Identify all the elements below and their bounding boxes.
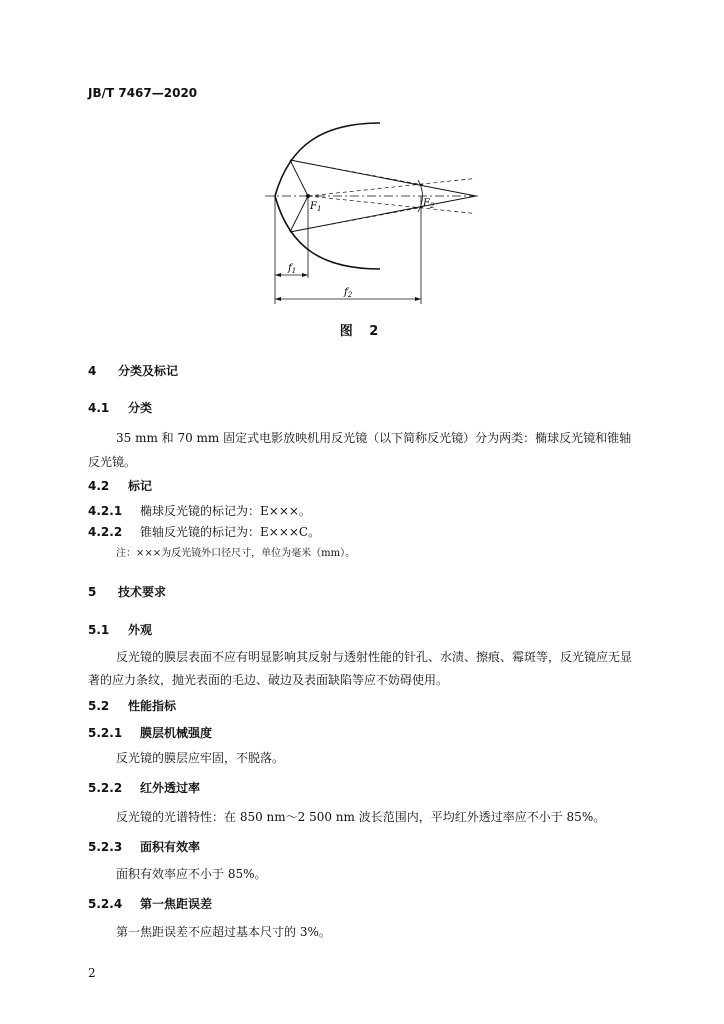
section-5-2-2-title: 红外透过率: [140, 781, 201, 795]
section-5-2-3-title: 面积有效率: [140, 840, 201, 854]
section-5-2-title: 性能指标: [128, 699, 177, 713]
section-5-2-2-number: 5.2.2: [88, 781, 123, 795]
section-4-1-number: 4.1: [88, 401, 110, 415]
section-4-number: 4: [88, 364, 97, 378]
ray-dashed-lower: [308, 196, 475, 214]
section-5-number: 5: [88, 585, 97, 599]
label-f2-dimension: $f_2$: [344, 287, 353, 299]
dimension-f2-arrow-right: [415, 297, 421, 301]
section-5-2-4-paragraph: 第一焦距误差不应超过基本尺寸的 3%。: [116, 925, 331, 939]
section-5-heading: [88, 583, 166, 600]
reflector-diagram: [255, 118, 485, 308]
section-5-2-3-heading: [88, 838, 200, 855]
section-4-2-2-item: [88, 523, 320, 540]
section-5-2-1-title: 膜层机械强度: [140, 726, 213, 740]
section-5-2-2-heading: [88, 779, 200, 796]
section-4-2-heading: [88, 477, 152, 494]
section-4-2-1-item: [88, 502, 311, 519]
section-5-2-3-paragraph: 面积有效率应不小于 85%。: [116, 867, 267, 881]
section-5-2-4-title: 第一焦距误差: [140, 897, 213, 911]
reflector-diagram-svg: [255, 118, 485, 308]
section-5-1-number: 5.1: [88, 623, 110, 637]
section-4-2-title: 标记: [128, 479, 153, 493]
section-4-1-heading: [88, 399, 152, 416]
label-f1-dimension: $f_1$: [288, 263, 297, 275]
section-5-1-paragraph-line1: 反光镜的膜层表面不应有明显影响其反射与透射性能的针孔、水渍、擦痕、霉斑等，反光镜应无显: [116, 650, 633, 664]
section-4-2-1-text: 椭球反光镜的标记为：E×××。: [140, 504, 311, 518]
section-5-2-heading: [88, 697, 176, 714]
section-4-1-paragraph-line2: 反光镜。: [88, 455, 137, 469]
section-5-2-2-paragraph: 反光镜的光谱特性：在 850 nm～2 500 nm 波长范围内，平均红外透过率应不小于 85%。: [116, 810, 606, 824]
section-4-2-1-number: 4.2.1: [88, 504, 123, 518]
dimension-f2-arrow-left: [275, 297, 281, 301]
section-5-2-number: 5.2: [88, 699, 110, 713]
section-5-2-1-heading: [88, 724, 212, 741]
section-4-1-paragraph-line1: 35 mm 和 70 mm 固定式电影放映机用反光镜（以下简称反光镜）分为两类：椭球反光镜和锥轴: [116, 431, 632, 445]
section-5-2-4-number: 5.2.4: [88, 897, 123, 911]
section-5-1-title: 外观: [128, 623, 153, 637]
ray-f1-upper: [290, 160, 308, 196]
label-f2-point: $F_2$: [423, 198, 435, 210]
section-5-2-1-number: 5.2.1: [88, 726, 123, 740]
section-5-2-3-number: 5.2.3: [88, 840, 123, 854]
ray-f1-lower: [290, 196, 308, 232]
section-4-1-title: 分类: [128, 401, 153, 415]
section-5-2-1-paragraph: 反光镜的膜层应牢固，不脱落。: [116, 751, 285, 765]
note-text: 注：×××为反光镜外口径尺寸，单位为毫米（mm）。: [116, 548, 356, 559]
label-f1-point: $F_1$: [310, 201, 322, 213]
section-4-2-2-number: 4.2.2: [88, 525, 123, 539]
dimension-f1-arrow-right: [302, 273, 308, 277]
ray-dashed-upper: [308, 178, 475, 196]
section-4-title: 分类及标记: [118, 364, 179, 378]
section-5-title: 技术要求: [118, 585, 167, 599]
figure-caption: 图 2: [339, 324, 385, 339]
section-5-1-paragraph-line2: 著的应力条纹，抛光表面的毛边、破边及表面缺陷等应不妨碍使用。: [88, 673, 449, 687]
section-5-1-heading: [88, 621, 152, 638]
page-number: 2: [88, 966, 96, 980]
section-4-2-number: 4.2: [88, 479, 110, 493]
dimension-f1-arrow-left: [275, 273, 281, 277]
section-4-heading: [88, 362, 178, 379]
document-header-code: JB/T 7467—2020: [88, 86, 198, 100]
section-5-2-4-heading: [88, 895, 212, 912]
section-4-2-2-text: 锥轴反光镜的标记为：E×××C。: [140, 525, 321, 539]
